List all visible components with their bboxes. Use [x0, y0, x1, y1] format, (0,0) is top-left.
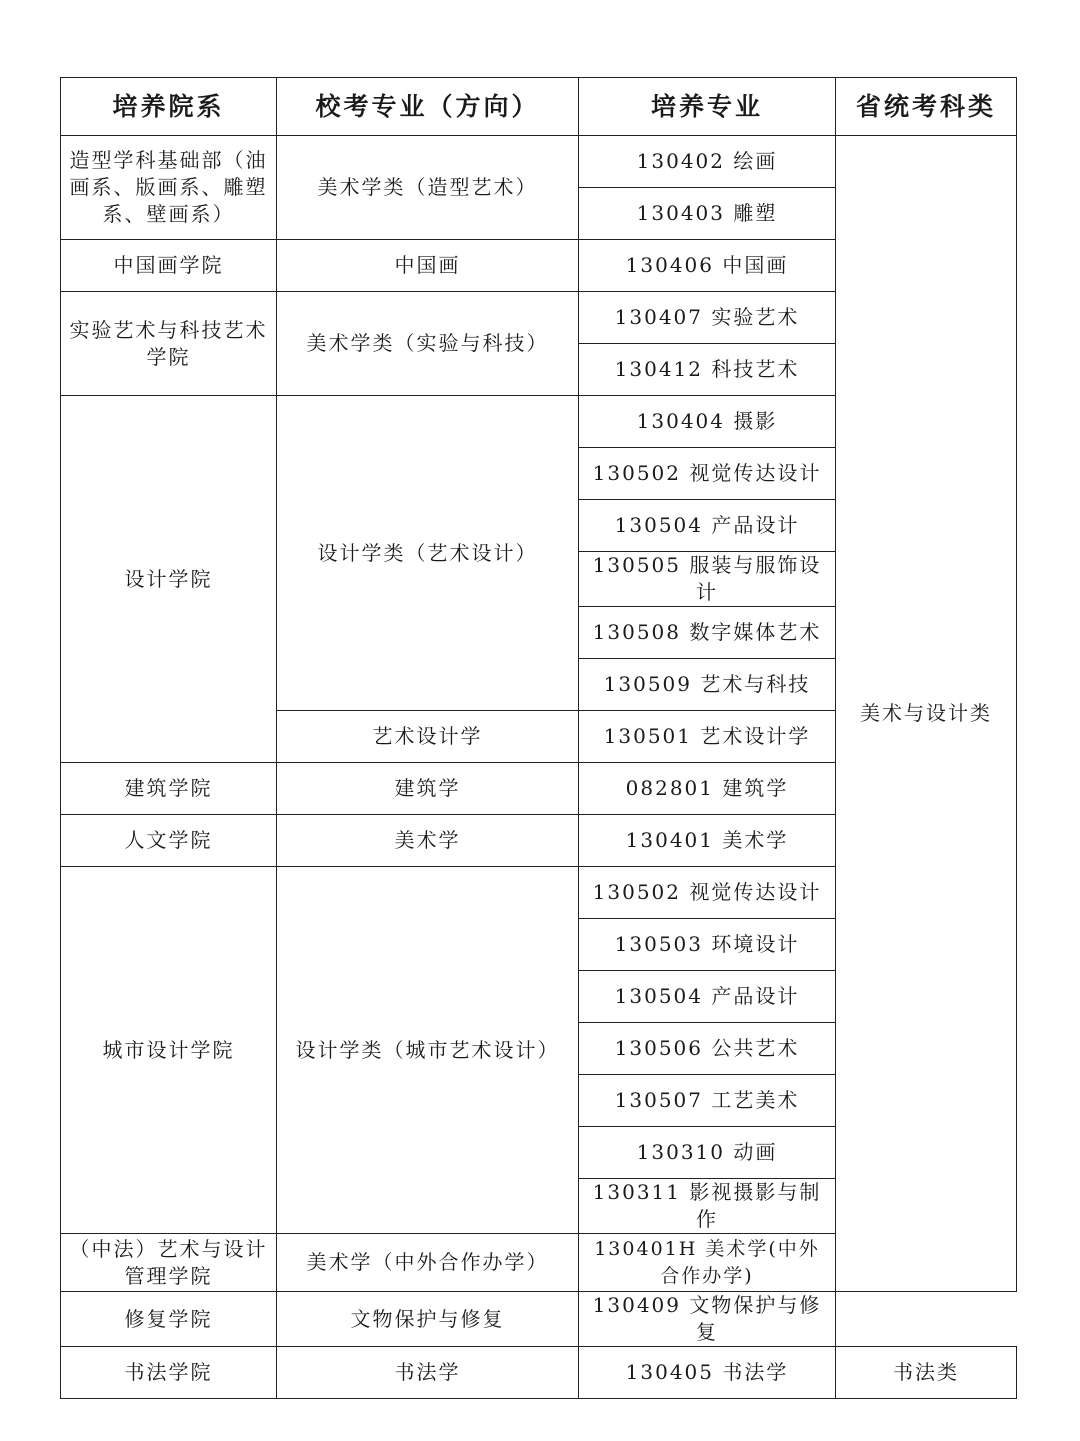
exam-major-cell: 艺术设计学: [277, 711, 579, 763]
major-cell: 130504 产品设计: [579, 971, 836, 1023]
major-cell: 130310 动画: [579, 1127, 836, 1179]
header-row: [61, 78, 1017, 136]
major-cell: 130503 环境设计: [579, 919, 836, 971]
major-cell: 130402 绘画: [579, 136, 836, 188]
college-cell: 中国画学院: [61, 240, 277, 292]
major-cell: 130504 产品设计: [579, 500, 836, 552]
major-cell: 130311 影视摄影与制作: [579, 1179, 836, 1234]
major-cell: 130508 数字媒体艺术: [579, 607, 836, 659]
major-cell: 130502 视觉传达设计: [579, 867, 836, 919]
major-cell: 130505 服装与服饰设计: [579, 552, 836, 607]
major-cell: 130507 工艺美术: [579, 1075, 836, 1127]
exam-major-cell: 设计学类（艺术设计）: [277, 396, 579, 711]
exam-major-cell: 美术学类（实验与科技）: [277, 292, 579, 396]
major-cell: 082801 建筑学: [579, 763, 836, 815]
exam-major-cell: 建筑学: [277, 763, 579, 815]
header-exam-major: 校考专业（方向）: [277, 78, 579, 136]
major-cell: 130501 艺术设计学: [579, 711, 836, 763]
major-cell: 130401 美术学: [579, 815, 836, 867]
header-major: 培养专业: [579, 78, 836, 136]
major-cell: 130412 科技艺术: [579, 344, 836, 396]
header-province-category: 省统考科类: [836, 78, 1017, 136]
province-category-cell: 美术与设计类: [836, 136, 1017, 1292]
table-row: [61, 136, 1017, 188]
exam-major-cell: 书法学: [277, 1347, 579, 1399]
majors-table: [60, 77, 1017, 1399]
college-cell: 建筑学院: [61, 763, 277, 815]
major-cell: 130404 摄影: [579, 396, 836, 448]
header-college: 培养院系: [61, 78, 277, 136]
college-cell: 城市设计学院: [61, 867, 277, 1234]
major-cell: 130406 中国画: [579, 240, 836, 292]
province-category-cell: 书法类: [836, 1347, 1017, 1399]
college-cell: 书法学院: [61, 1347, 277, 1399]
exam-major-cell: 美术学: [277, 815, 579, 867]
college-cell: 造型学科基础部（油画系、版画系、雕塑系、壁画系）: [61, 136, 277, 240]
major-cell: 130405 书法学: [579, 1347, 836, 1399]
major-cell: 130509 艺术与科技: [579, 659, 836, 711]
college-cell: 修复学院: [61, 1292, 277, 1347]
table-row: [61, 1347, 1017, 1399]
exam-major-cell: 中国画: [277, 240, 579, 292]
exam-major-cell: 文物保护与修复: [277, 1292, 579, 1347]
exam-major-cell: 美术学类（造型艺术）: [277, 136, 579, 240]
major-cell: 130409 文物保护与修复: [579, 1292, 836, 1347]
major-cell: 130407 实验艺术: [579, 292, 836, 344]
major-cell: 130403 雕塑: [579, 188, 836, 240]
college-cell: （中法）艺术与设计管理学院: [61, 1234, 277, 1292]
major-cell: 130401H 美术学(中外合作办学): [579, 1234, 836, 1292]
major-cell: 130502 视觉传达设计: [579, 448, 836, 500]
college-cell: 实验艺术与科技艺术学院: [61, 292, 277, 396]
major-cell: 130506 公共艺术: [579, 1023, 836, 1075]
college-cell: 设计学院: [61, 396, 277, 763]
table-row: [61, 1292, 1017, 1347]
exam-major-cell: 设计学类（城市艺术设计）: [277, 867, 579, 1234]
college-cell: 人文学院: [61, 815, 277, 867]
exam-major-cell: 美术学（中外合作办学）: [277, 1234, 579, 1292]
